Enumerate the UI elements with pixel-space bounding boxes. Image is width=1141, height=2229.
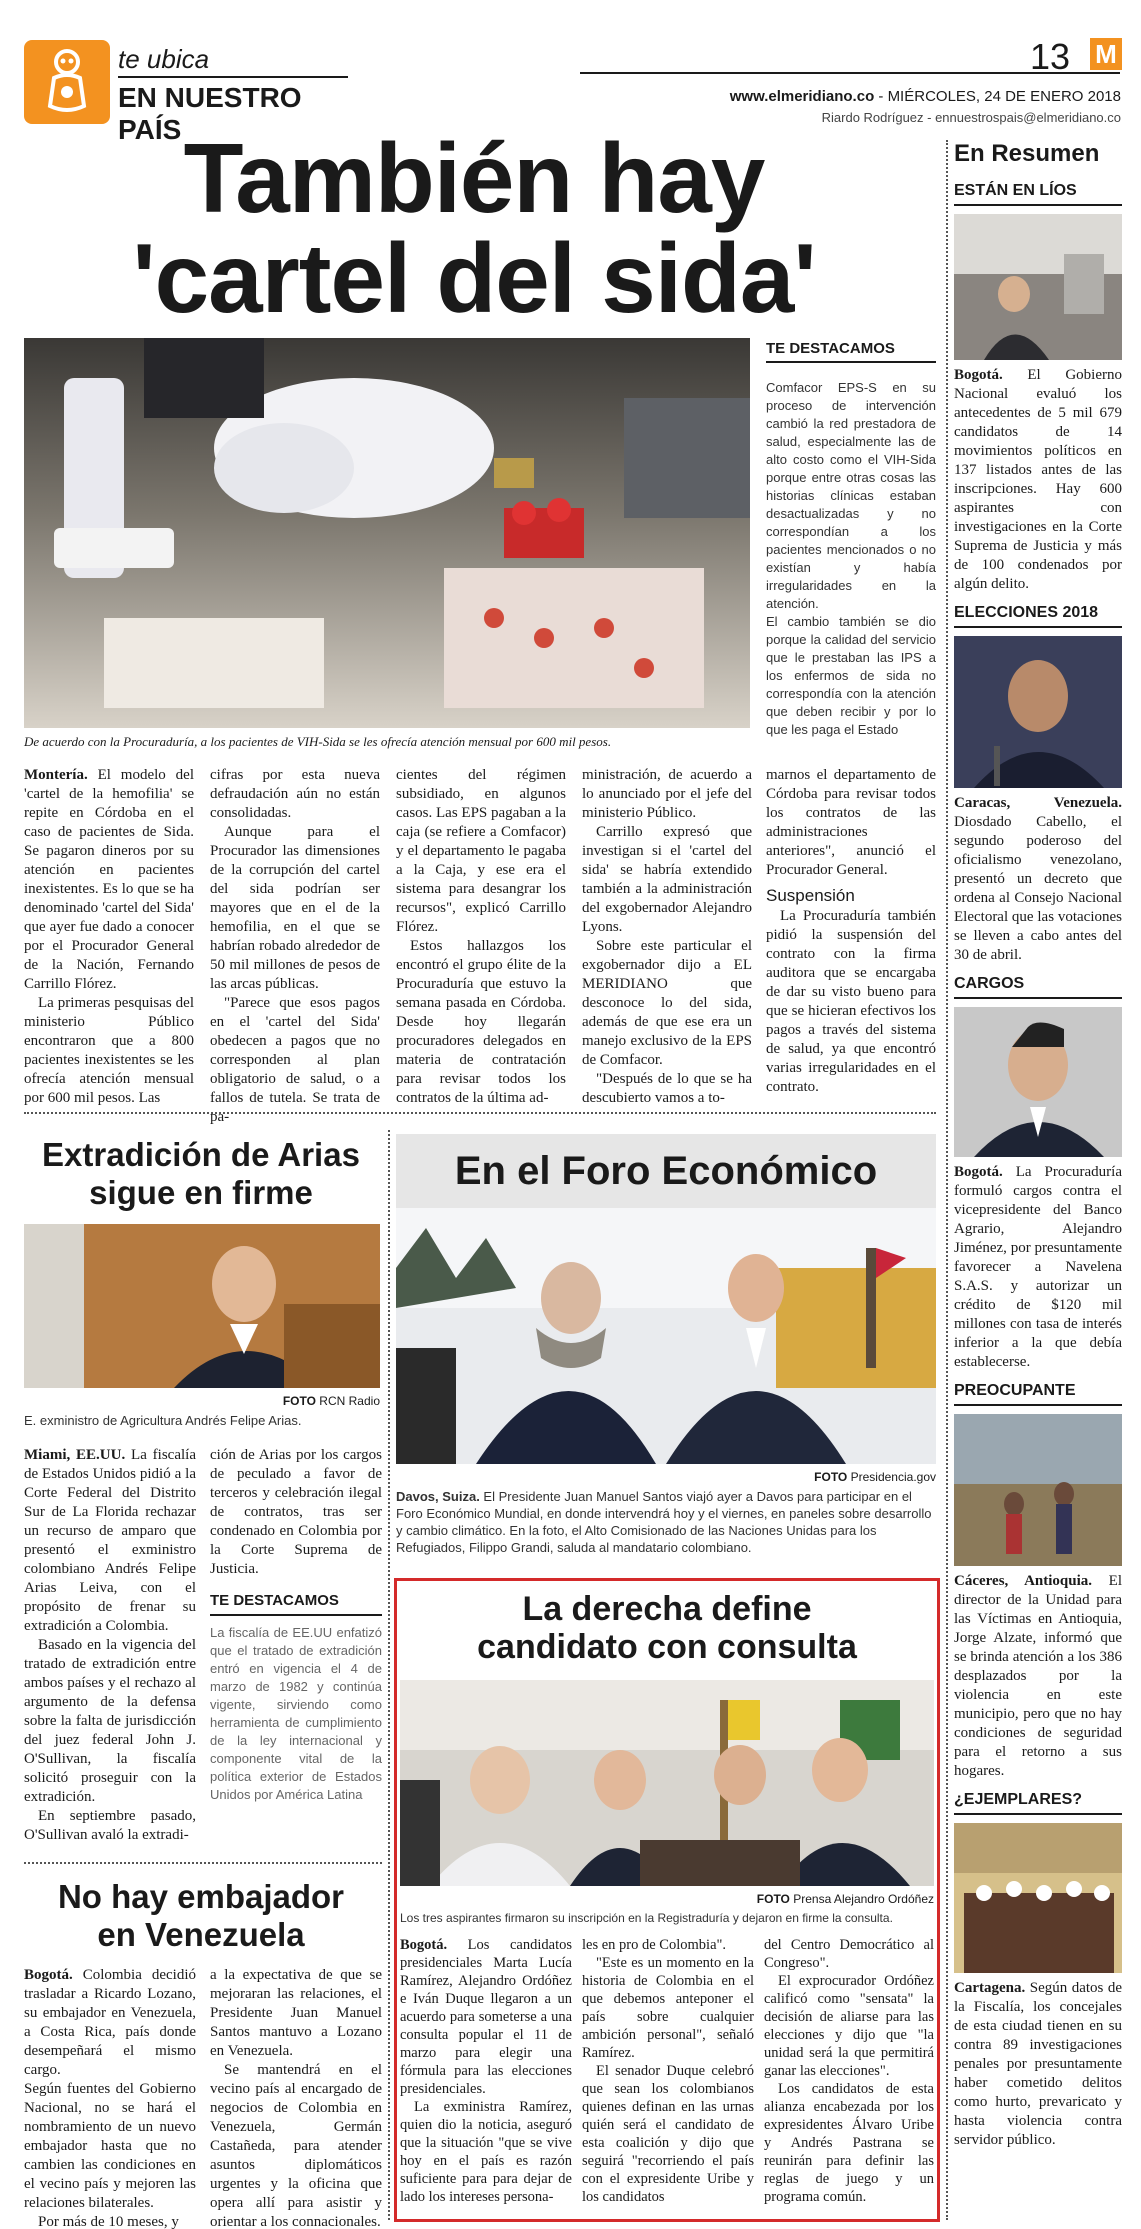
- embajador-col2-text: a la expectativa de que se mejoraran las relaciones, el Presidente Juan Manuel Santos mantuvo a Lozano en Venezuela.: [210, 1967, 382, 2059]
- embajador-col1-text: Colombia decidió trasladar a Ricardo Lozano, su embajador en Venezuela, a Costa Rica, país donde desempeñará el mismo cargo.: [24, 1967, 196, 2078]
- embajador-title: [20, 1878, 382, 1954]
- sidebar-heading-3: CARGOS: [954, 975, 1122, 999]
- sidebar-heading-2: ELECCIONES 2018: [954, 604, 1122, 628]
- sidebar-title: En Resumen: [954, 140, 1100, 167]
- embajador-col-1: [24, 1966, 196, 2229]
- arias-te-destacamos-body: La fiscalía de EE.UU enfatizó que el tratado de extradición entró en vigencia el 4 de marzo de 1982 y continúa vigente, sirviendo como herramienta de cumplimiento de la ley internacional y componente vital de la política exterior de Estados Unidos por América Latina: [210, 1625, 382, 1802]
- derecha-col3-p2: El exprocurador Ordóñez calificó como "sensata" la decisión de aliarse para las elecciones y dijo que "la unidad será la que permitirá ganar las elecciones".: [764, 1973, 934, 2079]
- sidebar-place-1: Bogotá.: [954, 367, 1003, 383]
- sidebar-photo-3: [954, 1007, 1122, 1157]
- arias-foto-source: RCN Radio: [315, 1394, 380, 1408]
- foro-photo: [396, 1208, 936, 1464]
- sidebar-place-3: Bogotá.: [954, 1164, 1003, 1180]
- main-dateline-place: Montería.: [24, 767, 88, 783]
- arias-te-destacamos-title: TE DESTACAMOS: [210, 1591, 382, 1616]
- sidebar-photo-2: [954, 636, 1122, 788]
- arias-divider: [24, 1862, 382, 1864]
- derecha-col2-text: les en pro de Colombia".: [582, 1937, 727, 1953]
- te-destacamos-title: TE DESTACAMOS: [766, 340, 936, 363]
- sidebar-photo-4: [954, 1414, 1122, 1566]
- foro-caption: [396, 1488, 936, 1556]
- derecha-title-line-1: La derecha define: [522, 1590, 812, 1628]
- sidebar-photo-5: [954, 1823, 1122, 1973]
- arias-title-line-2: sigue en firme: [89, 1174, 313, 1211]
- derecha-col3-text: del Centro Democrático al Congreso".: [764, 1937, 934, 1971]
- embajador-col1-p3: Por más de 10 meses, y: [38, 2214, 179, 2229]
- foro-caption-place: Davos, Suiza.: [396, 1489, 480, 1504]
- sidebar-photo-1: [954, 214, 1122, 360]
- arias-col1-p2: Basado en la vigencia del tratado de extradición entre ambos países y el rechazo al argumento de la defensa sobre la falta de jurisdicción del juez federal John J. O'Sullivan, la fiscalía solicitó proseguir con la extradición.: [24, 1637, 196, 1805]
- author-line: Riardo Rodríguez - ennuestrospais@elmeridiano.co: [821, 110, 1121, 125]
- main-headline: [24, 123, 924, 333]
- arias-photo: [24, 1224, 380, 1388]
- main-col1-text: El modelo del 'cartel de la hemofilia' se repite en Córdoba en el caso de pacientes de Sida. Se pagaron dineros por su atención en pacientes inexistentes. Es lo que se ha denominado 'cartel del Sida' que ayer fue dado a conocer por el Procurador General de la Nación, Fernando Carrillo Flórez.: [24, 767, 194, 992]
- main-col-1: [24, 766, 194, 1108]
- derecha-col-1: [400, 1936, 572, 2206]
- sidebar-text-3: [954, 1163, 1122, 1372]
- embajador-col2-p2: Se mantendrá en el vecino país al encargado de negocios de Colombia en Venezuela, Germán Castañeda, para atender asuntos diplomáticos urgentes y la oficina que opera allí para asistir y orientar a los connacionales.: [210, 2062, 382, 2229]
- main-col2-text: cifras por esta nueva defraudación aún no están consolidadas.: [210, 767, 380, 821]
- main-photo: [24, 338, 750, 728]
- main-photo-caption: De acuerdo con la Procuraduría, a los pacientes de VIH-Sida se les ofrecía atención mensual por 600 mil pesos.: [24, 734, 612, 749]
- section-divider: [24, 1112, 936, 1114]
- sidebar-heading-4: PREOCUPANTE: [954, 1382, 1122, 1406]
- sidebar-divider: [946, 140, 948, 2220]
- derecha-col2-p3: El senador Duque celebró que sean los colombianos quienes definan en las urnas quién será el candidato de esta coalición y dijo que seguirá "recorriendo el país con el expresidente Uribe y los candidatos: [582, 2063, 754, 2205]
- sidebar-place-5: Cartagena.: [954, 1980, 1026, 1996]
- dateline: [730, 88, 1121, 105]
- sidebar-body-5: Según datos de la Fiscalía, los concejales de esta ciudad tienen en su contra 89 investigaciones penales por presuntamente haber cometido delitos como hurto, prevaricato y hasta violencia contra servidor público.: [954, 1980, 1122, 2148]
- arias-title-line-1: Extradición de Arias: [42, 1136, 360, 1173]
- derecha-col-3: [764, 1936, 934, 2206]
- arias-title: [20, 1136, 382, 1212]
- embajador-col-2: [210, 1966, 382, 2229]
- arias-photo-credit: [24, 1394, 380, 1408]
- main-col-5: [766, 766, 936, 1097]
- derecha-col1-p2: La exministra Ramírez, quien dio la noticia, aseguró que la situación "que se vive hoy en el país es razón suficiente para para dejar de lado los intereses persona-: [400, 2099, 572, 2205]
- embajador-title-line-2: en Venezuela: [97, 1916, 305, 1953]
- main-col2-p3: "Parece que esos pagos en el 'cartel del Sida' obedecen a pagos que no corresponden al plan obligatorio de salud, o a fallos de tutela. Se trata de pa-: [210, 995, 380, 1125]
- sidebar-place-4: Cáceres, Antioquia.: [954, 1573, 1093, 1589]
- main-col3-text: cientes del régimen subsidiado, en algunos casos. Las EPS pagaban a la caja (se refiere a Comfacor) y el departamento le pagaba a la Caja, y ese era el sistema para desangrar los recursos", explicó Carrillo Flórez.: [396, 767, 566, 935]
- embajador-dateline-place: Bogotá.: [24, 1967, 73, 1983]
- derecha-col2-p2: "Este es un momento en la historia de Colombia en el que debemos anteponer el país sobre cualquier ambición personal", señaló Ramírez.: [582, 1955, 754, 2061]
- main-col4-p4: "Después de lo que se ha descubierto vamos a to-: [582, 1071, 752, 1106]
- derecha-col-2: [582, 1936, 754, 2206]
- te-destacamos-box: [766, 340, 936, 739]
- column-divider: [388, 1130, 390, 2220]
- derecha-dateline-place: Bogotá.: [400, 1937, 448, 1953]
- page-number: 13: [1030, 36, 1071, 77]
- derecha-foto-label: FOTO: [756, 1892, 790, 1906]
- foro-foto-label: FOTO: [814, 1470, 848, 1484]
- sidebar-place-2: Caracas, Venezuela.: [954, 795, 1122, 811]
- te-destacamos-p1: Comfacor EPS-S en su proceso de intervención cambió la red prestadora de salud, especialmente las de alto costo como el VIH-Sida porque entre otras cosas las historias clínicas estaban desactualizadas y no correspondían a los pacientes mencionados o no existían y había irregularidades en la atención.: [766, 380, 936, 611]
- mascot-icon: [40, 48, 94, 116]
- sidebar-heading-5: ¿EJEMPLARES?: [954, 1791, 1122, 1815]
- sidebar-text-5: [954, 1979, 1122, 2150]
- main-col4-text: ministración, de acuerdo a lo anunciado por el jefe del ministerio Público.: [582, 767, 752, 821]
- headline-line-1: También hay: [183, 123, 765, 233]
- main-subhead: Suspensión: [766, 886, 855, 905]
- derecha-col1-text: Los candidatos presidenciales Marta Lucía Ramírez, Alejandro Ordóñez e Iván Duque llegaron a un acuerdo para someterse a una consulta popular el 11 de marzo para elegir una fórmula para las elecciones presidenciales.: [400, 1937, 572, 2097]
- main-col5-p2: La Procuraduría también pidió la suspensión del contrato con la firma auditora que se encargaba de dar su visto bueno para que se hicieran efectivos los pagos a través del sistema de salud, ya que encontró varias irregularidades en el contrato.: [766, 908, 936, 1095]
- site-url[interactable]: www.elmeridiano.co: [729, 88, 875, 105]
- sidebar-body-2: Diosdado Cabello, el segundo poderoso del oficialismo venezolano, presentó un decreto que ordena al Consejo Nacional Electoral que las votaciones se lleven a cabo antes del 30 de abril.: [954, 814, 1122, 963]
- derecha-col3-p3: Los candidatos de esta alianza encabezada por los expresidentes Álvaro Uribe y Andrés Pastrana se reunirán para definir las reglas de juego y un programa común.: [764, 2081, 934, 2205]
- arias-col-1: [24, 1446, 196, 1845]
- main-col-2: [210, 766, 380, 1127]
- derecha-title: [400, 1590, 934, 1666]
- sidebar-body-4: El director de la Unidad para las Víctimas en Antioquia, Jorge Alzate, informó que se brinda atención a los 386 desplazados por la violencia en este municipio, pero que no hay condiciones de seguridad para el retorno a sus hogares.: [954, 1573, 1122, 1779]
- foro-title-band: [396, 1134, 936, 1208]
- resumen-sidebar: [954, 140, 1122, 2150]
- sidebar-heading-1: ESTÁN EN LÍOS: [954, 182, 1122, 206]
- brand-logo: M: [1090, 38, 1122, 70]
- main-col5-text: marnos el departamento de Córdoba para revisar todos los contratos de las administraciones anteriores", anunció el Procurador General.: [766, 767, 936, 878]
- embajador-col1-p2: Según fuentes del Gobierno Nacional, no se hará el nombramiento de un nuevo embajador hasta que no cambien las condiciones en el vecino país y mejoren las relaciones bilaterales.: [24, 2081, 196, 2211]
- foro-foto-source: Presidencia.gov: [847, 1470, 936, 1484]
- main-col1-p2: La primeras pesquisas del ministerio Público encontraron que a 800 pacientes inexistentes se les ofrecía atención mensual por 600 mil pesos. Las: [24, 995, 194, 1106]
- arias-col1-text: La fiscalía de Estados Unidos pidió a la Corte Federal del Distrito Sur de La Florida rechazar un recurso de amparo que presentó el exministro colombiano Andrés Felipe Arias Leiva, con el propósito de frenar su extradición a Colombia.: [24, 1447, 196, 1634]
- main-col4-p2: Carrillo expresó que investigan si el 'cartel del sida' se habría extendido también a la administración del exgobernador Alejandro Lyons.: [582, 824, 752, 935]
- main-col4-p3: Sobre este particular el exgobernador dijo a EL MERIDIANO que desconoce lo del sida, además de que ese era un manejo exclusivo de la EPS de Comfacor.: [582, 938, 752, 1068]
- foro-title: En el Foro Económico: [454, 1149, 878, 1193]
- derecha-photo: [400, 1680, 934, 1886]
- arias-dateline-place: Miami, EE.UU.: [24, 1447, 126, 1463]
- section-kicker: te ubica: [118, 44, 210, 74]
- derecha-caption: Los tres aspirantes firmaron su inscripción en la Registraduría y dejaron en firme la consulta.: [400, 1911, 893, 1925]
- main-col2-p2: Aunque para el Procurador las dimensiones de la corrupción del cartel del sida podrían ser mayores que en el de la hemofilia, en el que se habrían robado alrededor de 50 mil millones de pesos de las arcas públicas.: [210, 824, 380, 992]
- arias-col2-text: ción de Arias por los cargos de peculado a favor de terceros y celebración ilegal de contratos, tras ser condenado en Colombia por la Corte Suprema de Justicia.: [210, 1447, 382, 1577]
- sidebar-body-3: La Procuraduría formuló cargos contra el vicepresidente del Banco Agrario, Alejandro Jiménez, por presuntamente favorecer a Navelena S.A.S. y autorizar un crédito de $120 mil millones con tasa de interés inferior a la que debía establecerse.: [954, 1164, 1122, 1370]
- derecha-title-line-2: candidato con consulta: [477, 1628, 857, 1666]
- issue-date: - MIÉRCOLES, 24 DE ENERO 2018: [874, 88, 1121, 105]
- headline-line-2: 'cartel del sida': [132, 223, 816, 333]
- sidebar-text-4: [954, 1572, 1122, 1781]
- main-col-4: [582, 766, 752, 1108]
- derecha-foto-source: Prensa Alejandro Ordóñez: [789, 1892, 934, 1906]
- embajador-title-line-1: No hay embajador: [57, 1878, 345, 1915]
- arias-foto-label: FOTO: [282, 1394, 316, 1408]
- arias-col1-p3: En septiembre pasado, O'Sullivan avaló la extradi-: [24, 1808, 196, 1843]
- te-destacamos-p2: El cambio también se dio porque la calidad del servicio que le prestaban las IPS a los enfermos de sida no correspondía con la atención que deben recibir y por lo que les paga el Estado: [766, 614, 936, 737]
- arias-caption: E. exministro de Agricultura Andrés Felipe Arias.: [24, 1413, 302, 1428]
- derecha-photo-credit: [400, 1892, 934, 1906]
- sidebar-text-1: [954, 366, 1122, 594]
- section-name: EN NUESTRO PAÍS: [118, 76, 348, 146]
- arias-col-2: [210, 1446, 382, 1804]
- main-col-3: [396, 766, 566, 1108]
- section-logo: [24, 40, 110, 124]
- sidebar-text-2: [954, 794, 1122, 965]
- sidebar-body-1: El Gobierno Nacional evaluó los antecedentes de 5 mil 679 candidatos de 14 movimientos políticos en 137 listados antes de las inscripciones. Hay 600 aspirantes con investigaciones en la Corte Suprema de Justicia y más de 100 condenados por algún delito.: [954, 367, 1122, 592]
- foro-photo-credit: [396, 1470, 936, 1484]
- main-col3-p2: Estos hallazgos los encontró el grupo élite de la Procuraduría que estuvo la semana pasada en Córdoba. Desde hoy llegarán procuradores delegados en materia de contratación para revisar todos los contratos de la última ad-: [396, 938, 566, 1106]
- foro-caption-text: El Presidente Juan Manuel Santos viajó ayer a Davos para participar en el Foro Económico Mundial, en donde intervendrá hoy y el viernes, en paneles sobre desarrollo y cambio climático. En la foto, el Alto Comisionado de las Naciones Unidas para los Refugiados, Filippo Grandi, saluda al mandatario colombiano.: [396, 1489, 932, 1555]
